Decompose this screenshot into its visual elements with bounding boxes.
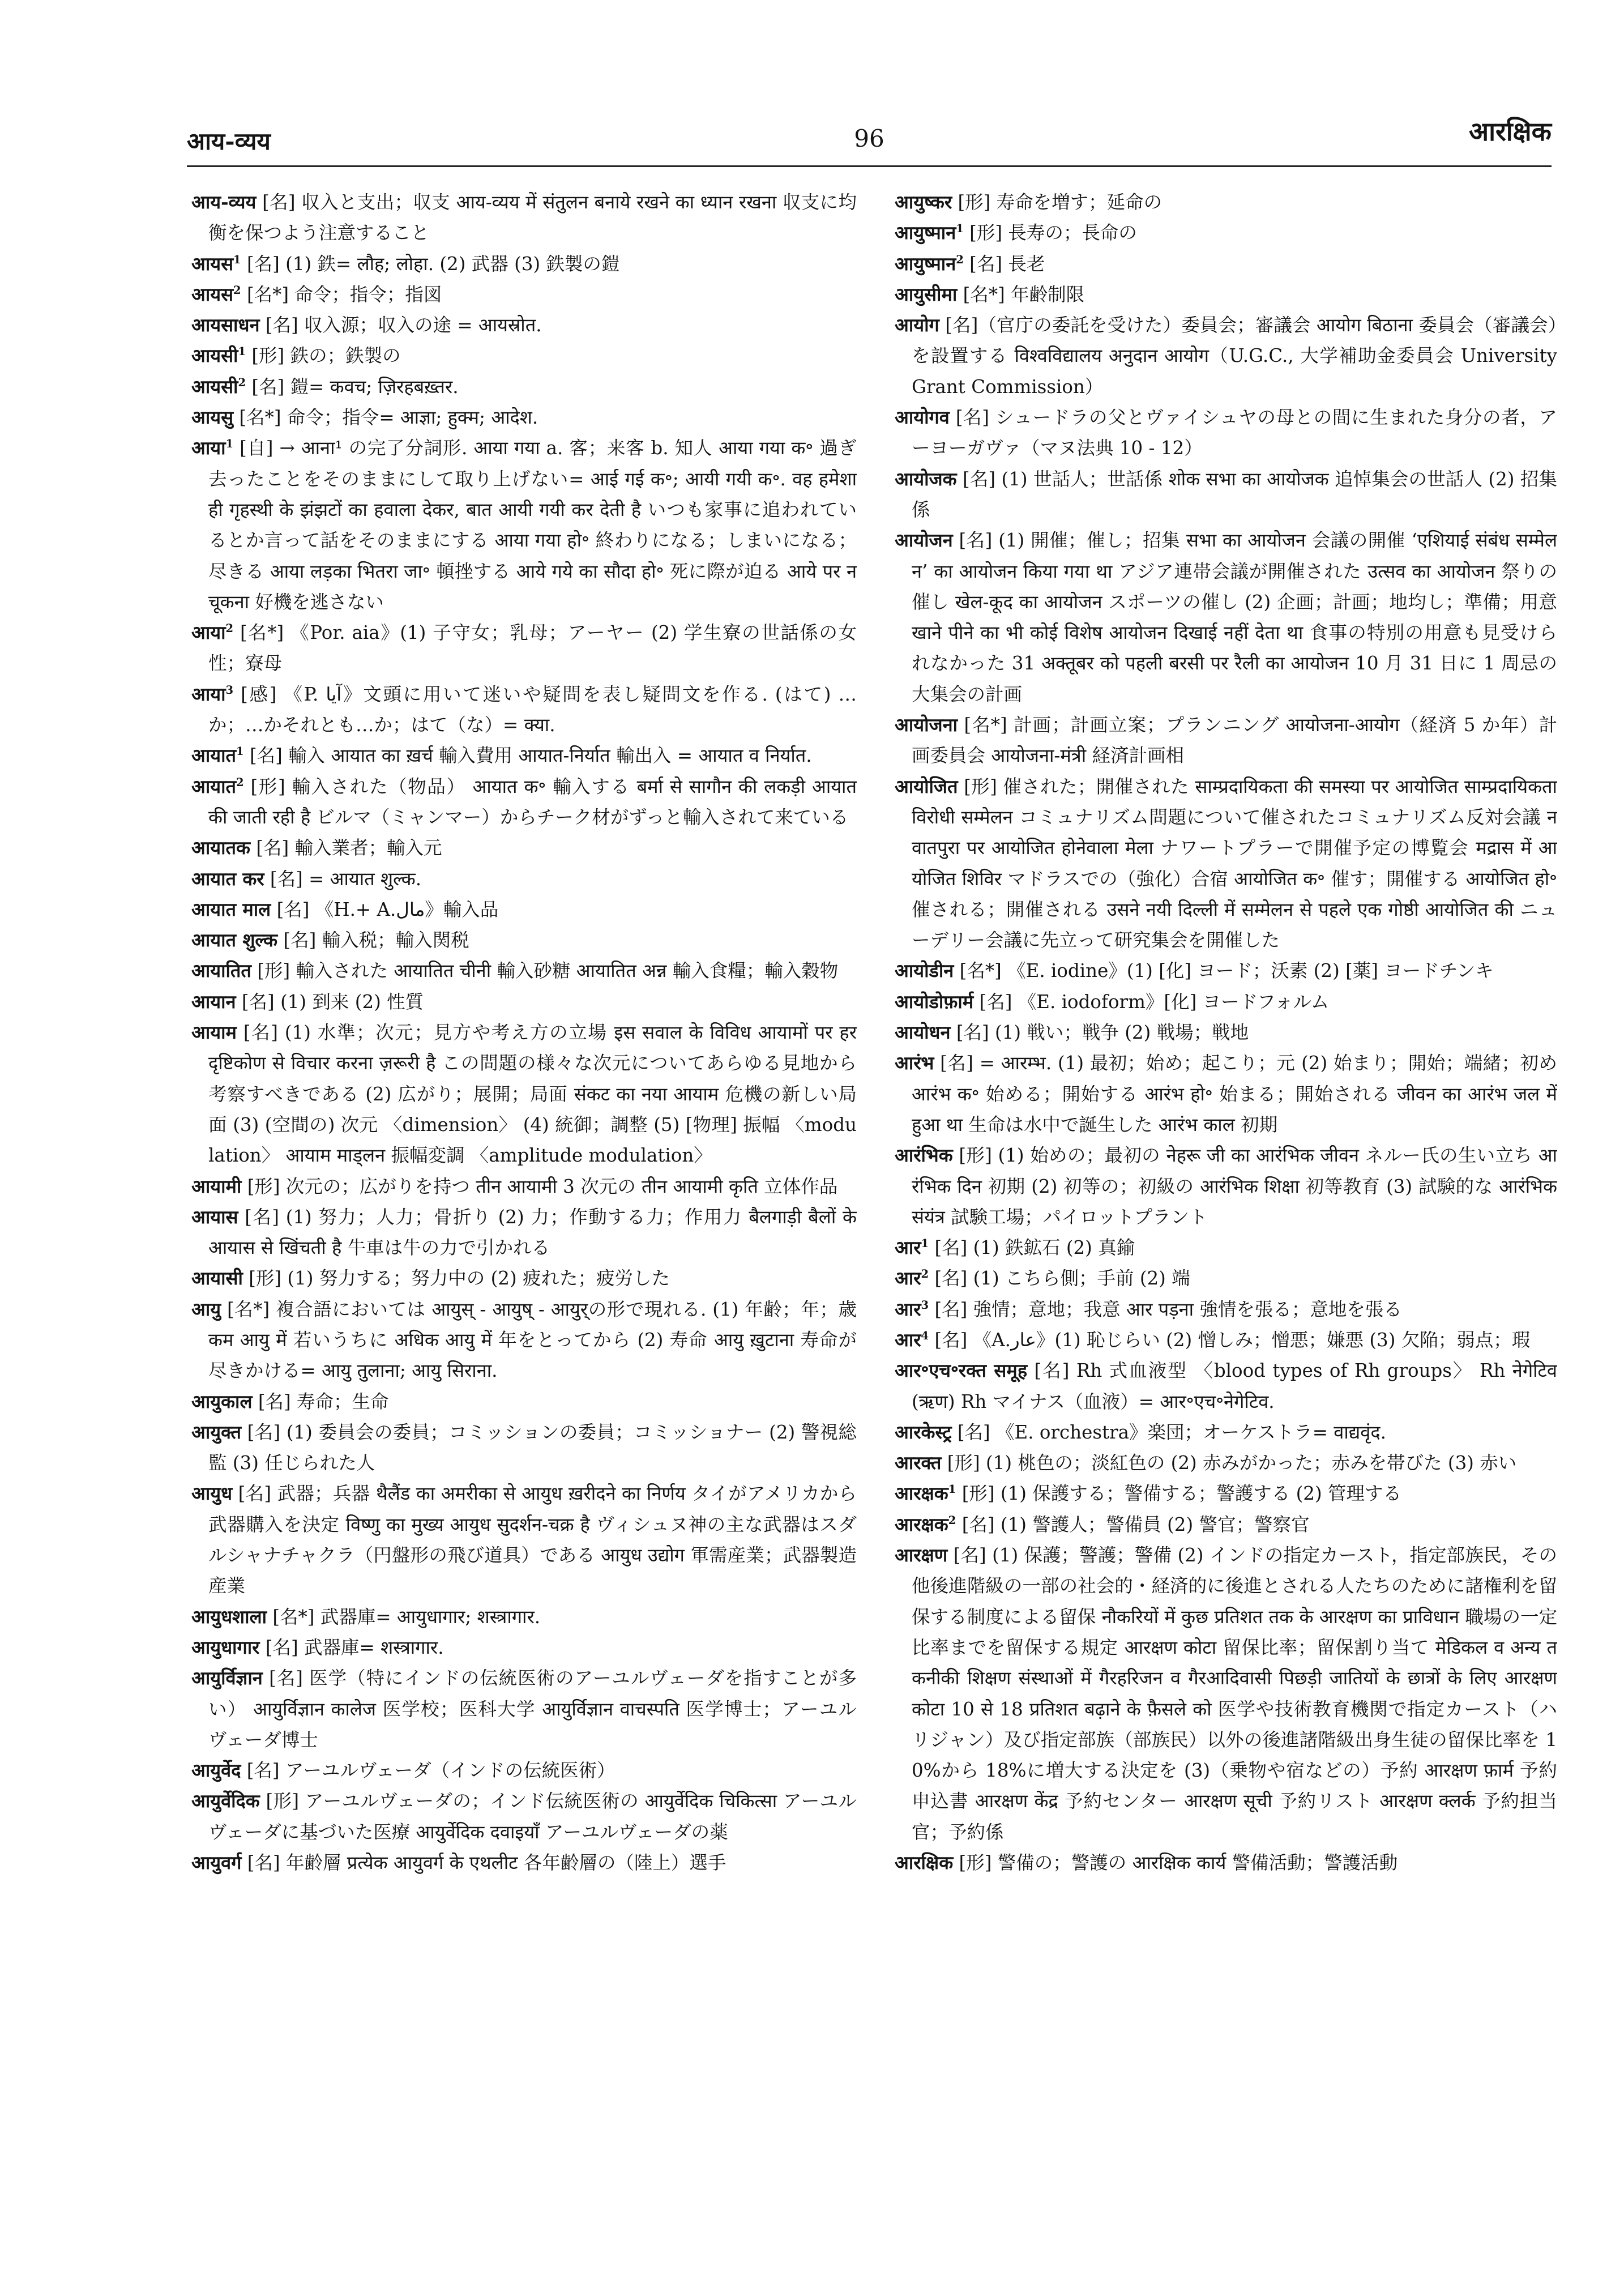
entry-definition: [形] 警備の；警護の आरक्षिक कार्य 警備活動；警護活動 [959,1852,1398,1874]
entry-homograph-number: 1 [236,745,244,758]
entry-definition: [名*] 計画；計画立案；プランニング आयोजना-आयोग（経済 5 か年）計画委員会 आयोजना-मंत्री 経済計画相 [912,714,1557,767]
entry-headword: आयुष्मान$^2$ [895,252,964,275]
entry-definition: [名] (1) 警護人；警備員 (2) 警官；警察官 [961,1513,1310,1535]
entry-definition: [形] (1) 努力する；努力中の (2) 疲れた；疲労した [249,1267,670,1290]
dictionary-entry [895,249,1557,279]
entry-homograph-number: 3 [921,1298,929,1312]
entry-definition: [形] 輸入された आयातित चीनी 輸入砂糖 आयातित अन्न 輸入食糧；輸入穀物 [257,960,839,982]
entry-headword: आयुसीमा [895,283,958,305]
entry-homograph-number: 2 [225,622,234,635]
entry-headword: आर$^2$ [895,1267,929,1290]
entry-definition: [形] 次元の；広がりを持つ तीन आयामी 3 次元の तीन आयामी कृति 立体作品 [247,1175,838,1197]
dictionary-entry [191,955,857,986]
dictionary-entry [895,1294,1557,1325]
entry-definition: [名] 寿命；生命 [258,1390,389,1412]
entry-definition: [感] 《P. آیا》文頭に用いて迷いや疑問を表し疑問文を作る. (はて) …か；…かそれとも…か；はて（な）= क्या. [208,683,857,736]
entry-definition: [名] 《E. orchestra》楽団；オーケストラ= वाद्यवृंद. [957,1421,1386,1443]
entry-headword: आयासी [191,1267,243,1290]
dictionary-entry [895,1017,1557,1048]
entry-definition: [名*] 命令；指令；指図 [246,283,442,305]
entry-headword: आयुष्कर [895,191,952,213]
entry-headword: आयुर्वेदिक [191,1790,260,1812]
dictionary-entry [191,372,857,402]
dictionary-entry [895,1232,1557,1263]
dictionary-entry [191,740,857,771]
entry-definition: [形] 催された；開催された साम्प्रदायिकता की समस्या पर आयोजित साम्प्रदायिकता विरोधी सम्मेलन コミュナリズム問題について催されたコミュナリズム反対会議 नवातपुरा पर आयोजित होनेवाला मेला ナワートプラーで開催予定の博覧会 मद्रास में आयोजित शिविर マドラスでの（強化）合宿 आयोजित क॰ 催す；開催する आयोजित हो॰ 催される；開催される उसने नयी दिल्ली में सम्मेलन से पहले एक गोष्ठी आयोजित की ニューデリー会議に先立って研究集会を開催した [912,775,1557,951]
entry-headword: आयुर्वेद [191,1759,241,1782]
entry-definition: [名] (1) 鉄鉱石 (2) 真鍮 [934,1237,1135,1259]
dictionary-entry [895,987,1557,1017]
dictionary-entry [895,1847,1557,1878]
dictionary-entry [191,1386,857,1417]
dictionary-entry [895,1263,1557,1294]
entry-definition: [名*] 年齢制限 [963,283,1085,305]
entry-headword: आयोग [895,314,939,336]
entry-homograph-number: 3 [225,683,234,697]
entry-headword: आयोगव [895,406,950,429]
entry-headword: आय-व्यय [191,191,257,213]
entry-headword: आयुक्त [191,1420,242,1443]
entry-definition: [名] Rh 式血液型 〈blood types of Rh groups〉 Rh नेगेटिव (ऋण) Rh マイナス（血液）= आर॰एच॰नेगेटिव. [912,1360,1557,1412]
entry-definition: [名] 《H.+ A.مال》輸入品 [276,898,499,920]
entry-headword: आयात$^1$ [191,744,244,767]
dictionary-entry [895,525,1557,710]
entry-headword: आयात माल [191,898,271,920]
entry-headword: आयोजना [895,714,958,736]
entry-headword: आयात शुल्क [191,929,278,951]
dictionary-entry [895,955,1557,986]
dictionary-entry [895,771,1557,956]
entry-homograph-number: 1 [956,222,964,236]
entry-definition: [名*] 命令；指令= आज्ञा; हुक्म; आदेश. [239,407,539,429]
dictionary-entry [191,925,857,955]
entry-definition: [形] (1) 始めの；最初の नेहरू जी का आरंभिक जीवन ネルー氏の生い立ち आरंभिक दिन 初期 (2) 初等の；初級の आरंभिक शिक्षा 初等教育 (3) 試験的な आरंभिक संयंत्र 試験工場；パイロットプラント [912,1145,1557,1228]
entry-definition: [形] 鉄の；鉄製の [251,345,401,367]
entry-definition: [名] = आयात शुल्क. [270,868,422,890]
entry-headword: आयुष्मान$^1$ [895,221,964,244]
entry-headword: आयु [191,1297,221,1320]
entry-definition: [名] 強情；意地；我意 आर पड़ना 強情を張る；意地を張る [934,1298,1402,1320]
entry-headword: आयुवर्ग [191,1851,242,1874]
entry-definition: [名] 鎧= कवच; ज़िरहबख़्तर. [251,375,459,398]
entry-headword: आयास [191,1205,238,1228]
dictionary-entry [191,279,857,310]
dictionary-entry [191,1294,857,1386]
entry-headword: आयुर्विज्ञान [191,1667,263,1689]
entry-homograph-number: 2 [921,1267,929,1281]
dictionary-entry [191,864,857,894]
entry-headword: आरक्षक$^2$ [895,1513,956,1535]
dictionary-entry [191,1786,857,1847]
entry-definition: [名] 《E. iodoform》[化] ヨードフォルム [979,991,1330,1013]
entry-definition: [名] 輸入業者；輸入元 [256,837,442,859]
entry-definition: [名] 輸入税；輸入関税 [283,929,469,951]
dictionary-entry [895,1325,1557,1355]
entry-headword: आयसाधन [191,314,260,336]
dictionary-entry [895,1355,1557,1417]
entry-headword: आया$^3$ [191,682,234,705]
entry-headword: आर॰एच॰रक्त समूह [895,1359,1028,1382]
entry-headword: आयुधशाला [191,1605,267,1628]
dictionary-entry [191,1478,857,1601]
entry-definition: [名] 収入源；収入の途 = आयस्रोत. [265,314,542,336]
entry-headword: आर$^3$ [895,1297,929,1320]
entry-headword: आरक्षण [895,1544,948,1567]
dictionary-entry [895,1540,1557,1847]
entry-headword: आयात कर [191,867,264,890]
entry-homograph-number: 1 [225,437,234,451]
entry-definition: [名] (1) 保護；警護；警備 (2) インドの指定カースト，指定部族民，その他後進階級の一部の社会的・経済的に後進とされる人たちのために諸権利を留保する制度による留保 नौकरियों में कुछ प्रतिशत तक के आरक्षण का प्राविधान 職場の一定比率までを留保する規定 आरक्षण कोटा 留保比率；留保割り当て मेडिकल व अन्य तकनीकी शिक्षण संस्थाओं में गैरहरिजन व गैरआदिवासी पिछड़ी जातियों के छात्रों के लिए आरक्षण कोटा 10 से 18 प्रतिशत बढ़ाने के फ़ैसले को 医学や技術教育機関で指定カースト（ハリジャン）及び指定部族（部族民）以外の後進諸階級出身生徒の留保比率を 10%から 18%に増大する決定を (3)（乗物や宿などの）予約 आरक्षण फ़ार्म 予約申込書 आरक्षण केंद्र 予約センター आरक्षण सूची 予約リスト आरक्षण क्लर्क 予約担当官；予約係 [912,1544,1557,1843]
entry-definition: [形] 長寿の；長命の [969,222,1137,244]
entry-headword: आरक्षिक [895,1851,954,1874]
entry-headword: आरक्षक$^1$ [895,1482,956,1505]
entry-homograph-number: 1 [233,253,241,266]
entry-definition: [名] (1) こちら側；手前 (2) 端 [934,1267,1190,1290]
dictionary-entry [191,1017,857,1171]
dictionary-entry [191,402,857,433]
entry-headword: आर$^1$ [895,1236,929,1259]
entry-headword: आर$^4$ [895,1328,929,1351]
entry-definition: [名] = आरम्भ. (1) 最初；始め；起こり；元 (2) 始まり；開始；端緒；初め आरंभ क॰ 始める；開始する आरंभ हो॰ 始まる；開始される जीवन का आरंभ जल में हुआ था 生命は水中で誕生した आरंभ काल 初期 [912,1052,1557,1136]
dictionary-entry [191,617,857,679]
entry-headword: आयसी$^1$ [191,344,246,367]
entry-headword: आयोजक [895,467,957,490]
dictionary-entry [895,710,1557,771]
entry-homograph-number: 2 [233,284,241,297]
entry-definition: [自] → आना¹ の完了分詞形. आया गया a. 客；来客 b. 知人 आया गया क॰ 過ぎ去ったことをそのままにして取り上げない= आई गई क॰; आयी गयी क॰. वह हमेशा ही गृहस्थी के झंझटों का हवाला देकर, बात आयी गयी कर देती है いつも家事に追われているとか言って話をそのままにする आया गया हो॰ 終わりになる；しまいになる；尽きる आया लड़का भितरा जा॰ 頓挫する आये गये का सौदा हो॰ 死に際が迫る आये पर न चूकना 好機を逃さない [208,437,857,613]
entry-definition: [名] 長老 [969,253,1045,275]
entry-headword: आरंभिक [895,1144,953,1167]
entry-headword: आयात$^2$ [191,775,244,797]
dictionary-entry [895,1509,1557,1540]
dictionary-entry [191,433,857,617]
entry-headword: आयाम [191,1021,237,1044]
left-column [191,187,857,2226]
entry-definition: [名] シュードラの父とヴァイシュヤの母との間に生まれた身分の者，アーヨーガヴァ（マヌ法典 10 - 12） [912,407,1557,459]
entry-headword: आयुकाल [191,1390,253,1412]
right-column [895,187,1557,2226]
entry-definition: [名] 武器；兵器 थैलैंड का अमरीका से आयुध ख़रीदने का निर्णय タイがアメリカから武器購入を決定 विष्णु का मुख्य आयुध सुदर्शन-चक्र है ヴィシュヌ神の主な武器はスダルシャナチャクラ（円盤形の飛び道具）である आयुध उद्योग 軍需産業；武器製造産業 [208,1483,857,1597]
entry-homograph-number: 1 [238,345,246,358]
dictionary-entry [191,1847,857,1878]
dictionary-entry [191,1171,857,1202]
entry-headword: आयोडीन [895,959,954,982]
entry-definition: [名] (1) 努力；人力；骨折り (2) 力；作動する力；作用力 बैलगाड़ी बैलों के आयास से खिंचती है 牛車は牛の力で引かれる [208,1206,857,1259]
entry-definition: [名] 輸入 आयात का ख़र्च 輸入費用 आयात-निर्यात 輸出入 = आयात व निर्यात. [249,745,812,767]
entry-homograph-number: 2 [956,253,964,266]
entry-definition: [名] (1) 開催；催し；招集 सभा का आयोजन 会議の開催 ‘एशियाई संबंध सम्मेलन’ का आयोजन किया गया था アジア連帯会議が開催された उत्सव का आयोजन 祭りの催し खेल-कूद का आयोजन スポーツの催し (2) 企画；計画；地均し；準備；用意 खाने पीने का भी कोई विशेष आयोजन दिखाई नहीं देता था 食事の特別の用意も見受けられなかった 31 अक्तूबर को पहली बरसी पर रैली का आयोजन 10 月 31 日に 1 周忌の大集会の計画 [912,530,1557,705]
entry-definition: [名] 収入と支出；収支 आय-व्यय में संतुलन बनाये रखने का ध्यान रखना 収支に均衡を保つよう注意すること [208,191,857,244]
dictionary-entry [191,771,857,833]
dictionary-entry [895,1048,1557,1140]
entry-definition: [名] 年齢層 प्रत्येक आयुवर्ग के एथलीट 各年齢層の（陸上）選手 [247,1852,726,1874]
dictionary-entry [191,340,857,371]
entry-definition: [名] (1) 鉄= लौह; लोहा. (2) 武器 (3) 鉄製の鎧 [246,253,620,275]
entry-homograph-number: 1 [921,1237,929,1250]
entry-headword: आयामी [191,1175,242,1197]
dictionary-entry [895,1448,1557,1478]
entry-headword: आयोजित [895,775,958,797]
dictionary-entry [191,187,857,249]
entry-homograph-number: 1 [948,1483,956,1496]
dictionary-entry [895,279,1557,310]
entry-headword: आयुधागार [191,1636,260,1658]
entry-definition: [名] アーユルヴェーダ（インドの伝統医術） [246,1760,616,1782]
entry-headword: आरक्त [895,1452,942,1474]
dictionary-entry [895,1417,1557,1448]
entry-definition: [名] 《A.عار》(1) 恥じらい (2) 憎しみ；憎悪；嫌悪 (3) 欠陥；弱点；瑕 [934,1329,1531,1351]
entry-definition: [形] アーユルヴェーダの；インド伝統医術の आयुर्वेदिक चिकित्सा アーユルヴェーダに基づいた医療 आयुर्वेदिक दवाइयाँ アーユルヴェーダの薬 [208,1790,857,1843]
entry-headword: आयोजन [895,529,953,552]
entry-homograph-number: 2 [948,1513,956,1527]
dictionary-entry [191,310,857,340]
entry-headword: आरंभ [895,1052,934,1074]
header-rule [187,165,1552,167]
dictionary-entry [191,1755,857,1786]
page-number: 96 [854,125,884,152]
dictionary-entry [191,833,857,863]
entry-headword: आयस$^1$ [191,252,241,275]
entry-definition: [形] (1) 保護する；警備する；警護する (2) 管理する [961,1483,1401,1505]
entry-headword: आरकेस्ट्र [895,1420,952,1443]
dictionary-entry [191,1417,857,1479]
dictionary-entry [191,1663,857,1755]
dictionary-entry [895,464,1557,526]
entry-homograph-number: 2 [236,775,244,789]
dictionary-entry [895,1478,1557,1509]
entry-headword: आया$^2$ [191,621,234,644]
entry-homograph-number: 4 [921,1329,929,1343]
entry-headword: आयातक [191,836,250,859]
dictionary-entry [895,310,1557,402]
entry-headword: आयोधन [895,1021,951,1044]
entry-headword: आयातित [191,959,251,982]
entry-headword: आयसी$^2$ [191,375,246,398]
dictionary-entry [191,987,857,1017]
entry-definition: [名*] 武器庫= आयुधागार; शस्त्रागार. [272,1606,541,1628]
entry-definition: [名] (1) 世話人；世話係 शोक सभा का आयोजक 追悼集会の世話人 (2) 招集係 [912,468,1557,520]
dictionary-entry [191,894,857,925]
entry-definition: [名] 武器庫= शस्त्रागार. [265,1636,444,1658]
entry-definition: [形] 輸入された（物品） आयात क॰ 輸入する बर्मा से सागौन की लकड़ी आयात की जाती रही है ビルマ（ミャンマー）からチーク材がずっと輸入されて来ている [208,775,857,828]
entry-definition: [名*] 《Por. aia》(1) 子守女；乳母；アーヤー (2) 学生寮の世話係の女性；寮母 [208,622,857,675]
dictionary-entry [191,1202,857,1264]
dictionary-entry [191,1602,857,1632]
entry-headword: आया$^1$ [191,437,234,459]
entry-headword: आयस$^2$ [191,283,241,305]
header-first-entry: आय-व्यय [187,127,271,155]
dictionary-entry [191,1263,857,1294]
dictionary-entry [191,1632,857,1663]
dictionary-entry [191,249,857,279]
entry-definition: [名] (1) 委員会の委員；コミッションの委員；コミッショナー (2) 警視総監 (3) 任じられた人 [208,1421,857,1474]
entry-headword: आयान [191,990,236,1013]
entry-headword: आयुध [191,1482,233,1505]
entry-definition: [名] (1) 到来 (2) 性質 [241,991,424,1013]
entry-definition: [名] 医学（特にインドの伝統医術のアーユルヴェーダを指すことが多い） आयुर्विज्ञान कालेज 医学校；医科大学 आयुर्विज्ञान वाचस्पति 医学博士；アーユルヴェーダ博士 [208,1667,857,1751]
header-last-entry: आरक्षिक [1468,116,1552,147]
entry-definition: [名] (1) 水準；次元；見方や考え方の立場 इस सवाल के विविध आयामों पर हर दृष्टिकोण से विचार करना ज़रूरी है この問題の様々な次元についてあらゆる見地から考察すべきである (2) 広がり；展開；局面 संकट का नया आयाम 危機の新しい局面 (3) (空間の) 次元 〈dimension〉 (4) 統御；調整 (5) [物理] 振幅 〈modulation〉 आयाम माड्लन 振幅変調 〈amplitude modulation〉 [208,1022,857,1167]
dictionary-entry [895,1140,1557,1232]
entry-homograph-number: 2 [238,375,246,389]
entry-definition: [名] (1) 戦い；戦争 (2) 戦場；戦地 [956,1022,1249,1044]
entry-definition: [形] 寿命を増す；延命の [958,191,1163,213]
dictionary-entry [191,679,857,741]
dictionary-entry [895,217,1557,248]
entry-definition: [形] (1) 桃色の；淡紅色の (2) 赤みがかった；赤みを帯びた (3) 赤い [947,1452,1517,1474]
entry-definition: [名*] 複合語においては आयुस् - आयुष् - आयुर्の形で現れる. (1) 年齢；年；歳 कम आयु में 若いうちに अधिक आयु में 年をとってから (2) 寿命 आयु ख़ुटाना 寿命が尽きかける= आयु तुलाना; आयु सिराना. [208,1298,857,1382]
page-header [187,110,1552,161]
entry-headword: आयसु [191,406,234,429]
dictionary-entry [895,402,1557,464]
entry-headword: आयोडोफ़ार्म [895,990,974,1013]
entry-definition: [名*] 《E. iodine》(1) [化] ヨード；沃素 (2) [薬] ヨードチンキ [959,960,1494,982]
entry-definition: [名]（官庁の委託を受けた）委員会；審議会 आयोग बिठाना 委員会（審議会）を設置する विश्वविद्यालय अनुदान आयोग（U.G.C., 大学補助金委員会 University Grant Commission） [912,314,1557,398]
dictionary-entry [895,187,1557,217]
